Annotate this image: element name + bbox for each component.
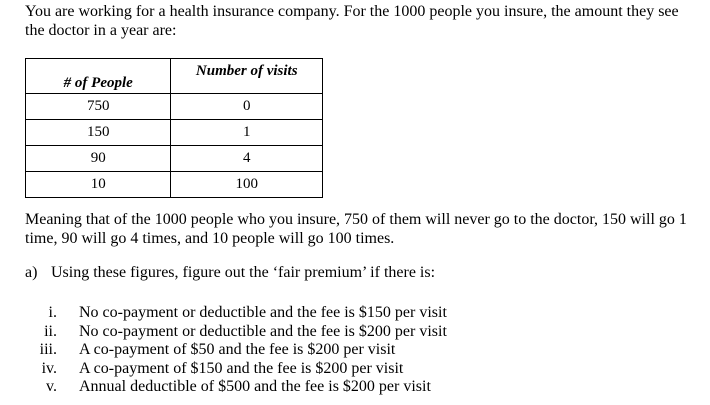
list-item (25, 304, 447, 323)
options-list (25, 304, 447, 397)
list-item (25, 341, 447, 360)
option-text: No co-payment or deductible and the fee is $200 per visit (79, 322, 447, 340)
option-numeral: v. (46, 378, 57, 395)
cell-people: 750 (26, 94, 171, 120)
table-row (26, 94, 323, 120)
intro-paragraph: You are working for a health insurance company. For the 1000 people you insure, the amount they see the doctor in a year are: (25, 3, 679, 39)
list-item (25, 323, 447, 342)
option-numeral: i. (48, 304, 57, 321)
meaning-paragraph: Meaning that of the 1000 people who you insure, 750 of them will never go to the doctor, 150 will go 1 time, 90 will go 4 times, and 10 people will go 100 times. (25, 211, 687, 247)
table-row (26, 120, 323, 146)
list-item (25, 378, 447, 397)
cell-visits: 100 (171, 172, 323, 198)
option-text: A co-payment of $150 and the fee is $200 per visit (79, 359, 404, 377)
option-text: No co-payment or deductible and the fee is $150 per visit (79, 304, 447, 321)
table-header-row (26, 59, 323, 94)
option-text: A co-payment of $50 and the fee is $200 per visit (79, 341, 396, 358)
cell-visits: 0 (171, 94, 323, 120)
question-text: Using these figures, figure out the ‘fair premium’ if there is: (51, 264, 436, 281)
option-text: Annual deductible of $500 and the fee is $200 per visit (79, 378, 431, 395)
visits-table (25, 58, 323, 198)
cell-people: 150 (26, 120, 171, 146)
option-numeral: iv. (41, 359, 57, 377)
cell-people: 90 (26, 146, 171, 172)
table-row (26, 172, 323, 198)
option-numeral: iii. (39, 341, 57, 358)
header-people: # of People (26, 59, 171, 94)
cell-people: 10 (26, 172, 171, 198)
list-item (25, 360, 447, 379)
header-visits: Number of visits (171, 59, 323, 94)
cell-visits: 1 (171, 120, 323, 146)
option-numeral: ii. (44, 322, 57, 340)
table-row (26, 146, 323, 172)
cell-visits: 4 (171, 146, 323, 172)
question-a (25, 263, 435, 282)
question-letter: a) (25, 264, 38, 281)
